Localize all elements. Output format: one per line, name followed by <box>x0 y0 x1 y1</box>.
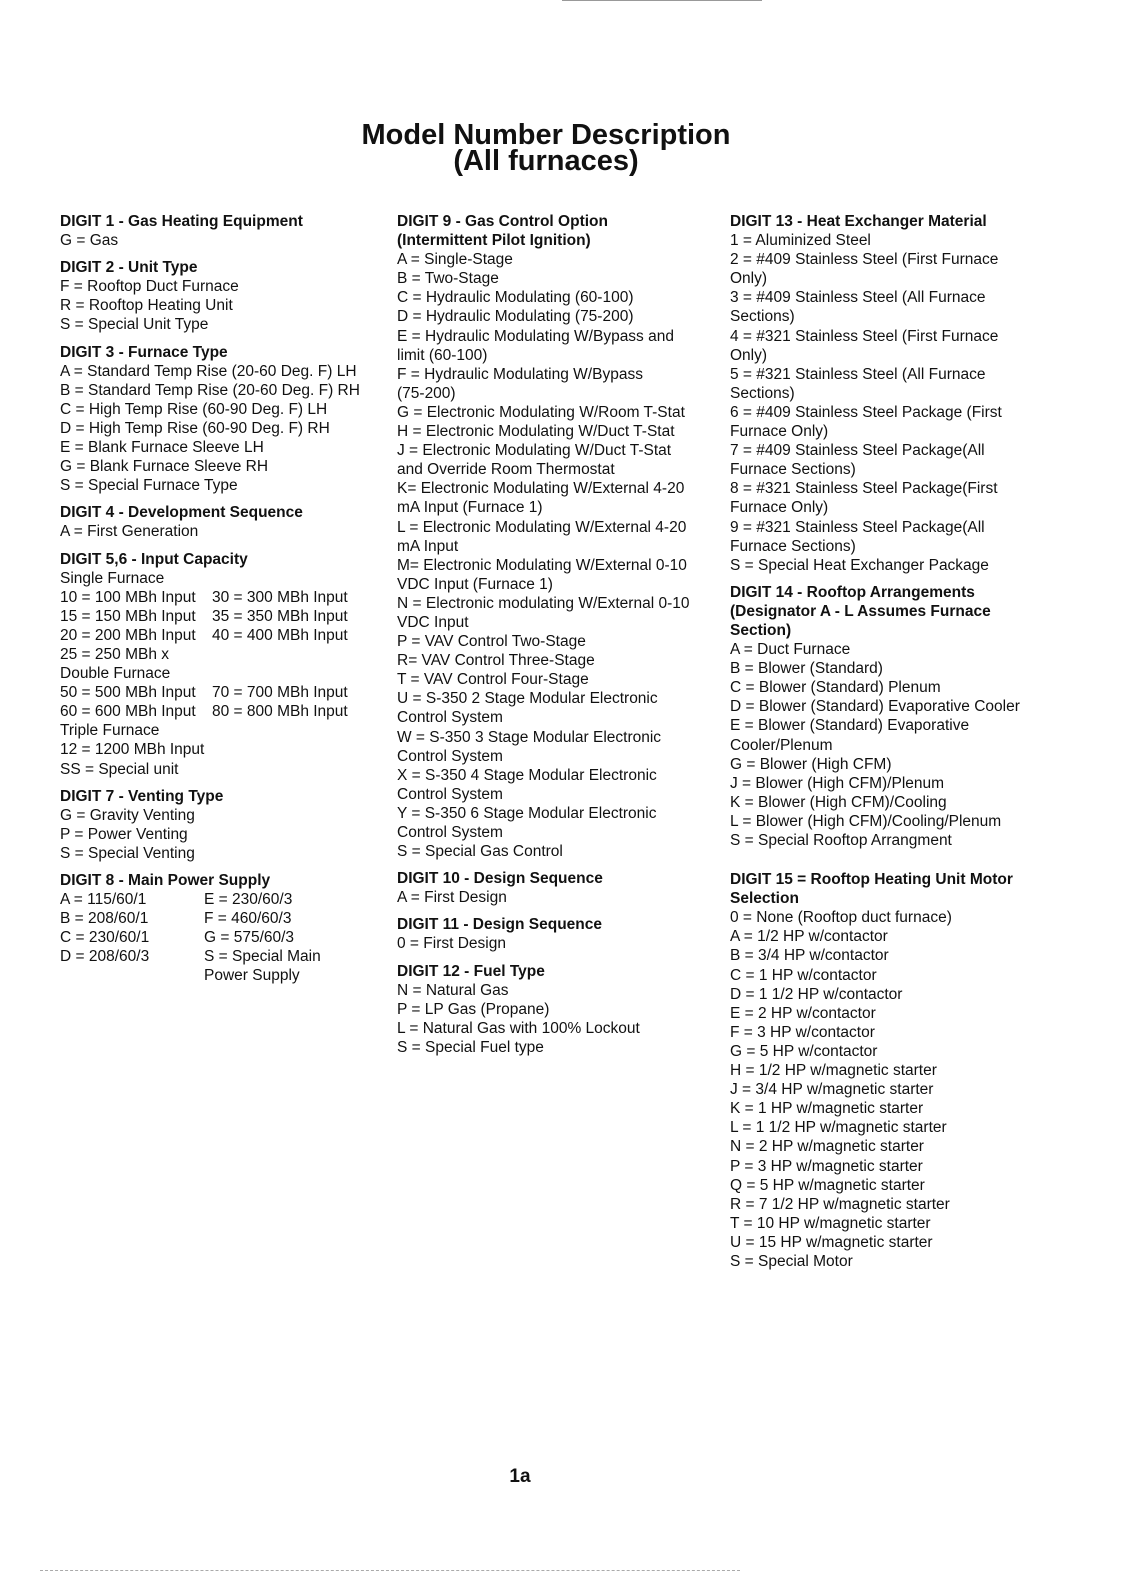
capacity-row <box>60 626 380 645</box>
digit-14-option: L = Blower (High CFM)/Cooling/Plenum <box>730 812 1002 830</box>
digit-7-option: G = Gravity Venting <box>60 806 195 824</box>
digit-13-option: Furnace Only) <box>730 423 829 441</box>
capacity-row <box>60 588 380 607</box>
digit-9-option: X = S-350 4 Stage Modular Electronic <box>397 766 657 784</box>
digit-15-option: L = 1 1/2 HP w/magnetic starter <box>730 1119 947 1137</box>
digit-12-option: P = LP Gas (Propane) <box>397 1000 550 1018</box>
digit-15-option: C = 1 HP w/contactor <box>730 966 877 984</box>
digit-12-section <box>397 962 717 1057</box>
top-rule <box>562 0 762 1</box>
digit-14-option: G = Blower (High CFM) <box>730 755 892 773</box>
digit-13-option: 9 = #321 Stainless Steel Package(All <box>730 518 985 536</box>
digit-10-option: A = First Design <box>397 889 507 907</box>
digit-15-option: K = 1 HP w/magnetic starter <box>730 1100 924 1118</box>
digit-15-option: B = 3/4 HP w/contactor <box>730 947 889 965</box>
capacity-option: 15 = 150 MBh Input <box>60 607 196 625</box>
digit-1-section <box>60 212 380 250</box>
digit-14-option: J = Blower (High CFM)/Plenum <box>730 774 945 792</box>
digit-15-option: F = 3 HP w/contactor <box>730 1023 875 1041</box>
digit-3-option: S = Special Furnace Type <box>60 477 238 495</box>
digit-14-subheading: Section) <box>730 621 792 639</box>
digit-9-option: U = S-350 2 Stage Modular Electronic <box>397 690 658 708</box>
digit-15-option: D = 1 1/2 HP w/contactor <box>730 985 903 1003</box>
digit-9-option: T = VAV Control Four-Stage <box>397 671 589 689</box>
digit-15-option: T = 10 HP w/magnetic starter <box>730 1214 931 1232</box>
digit-9-option: B = Two-Stage <box>397 270 499 288</box>
digit-13-option: 5 = #321 Stainless Steel (All Furnace <box>730 365 986 383</box>
capacity-option: 80 = 800 MBh Input <box>212 703 348 721</box>
digit-4-option: A = First Generation <box>60 523 199 541</box>
power-option: C = 230/60/1 <box>60 929 150 947</box>
page-number: 1a <box>509 1466 531 1487</box>
digit-13-option: 1 = Aluminized Steel <box>730 232 871 250</box>
power-row <box>60 909 380 928</box>
column-right <box>730 212 1070 1279</box>
digit-9-option: H = Electronic Modulating W/Duct T-Stat <box>397 423 675 441</box>
capacity-row <box>60 607 380 626</box>
digit-12-option: N = Natural Gas <box>397 981 509 999</box>
power-option: F = 460/60/3 <box>204 910 292 928</box>
digit-14-option: K = Blower (High CFM)/Cooling <box>730 793 947 811</box>
digit-13-option: 3 = #409 Stainless Steel (All Furnace <box>730 289 986 307</box>
digit-13-heading: DIGIT 13 - Heat Exchanger Material <box>730 213 987 230</box>
digit-13-option: 4 = #321 Stainless Steel (First Furnace <box>730 327 999 345</box>
digit-9-section <box>397 212 717 861</box>
power-row <box>60 928 380 947</box>
digit-9-option: M= Electronic Modulating W/External 0-10 <box>397 556 687 574</box>
digit-3-heading: DIGIT 3 - Furnace Type <box>60 343 228 361</box>
digit-13-option: 8 = #321 Stainless Steel Package(First <box>730 480 998 498</box>
digit-3-option: B = Standard Temp Rise (20-60 Deg. F) RH <box>60 381 360 399</box>
digit-9-option: N = Electronic modulating W/External 0-10 <box>397 594 690 612</box>
page-title-line2: (All furnaces) <box>453 145 639 177</box>
digit-13-option: Only) <box>730 270 768 288</box>
double-furnace-label: Double Furnace <box>60 665 171 683</box>
digit-2-section <box>60 258 380 334</box>
digit-9-subheading: (Intermittent Pilot Ignition) <box>397 232 591 250</box>
capacity-option: 35 = 350 MBh Input <box>212 607 348 625</box>
digit-15-option: G = 5 HP w/contactor <box>730 1042 878 1060</box>
digit-2-option: S = Special Unit Type <box>60 316 209 334</box>
digit-2-option: F = Rooftop Duct Furnace <box>60 278 239 296</box>
digit-10-heading: DIGIT 10 - Design Sequence <box>397 870 603 888</box>
digit-3-option: A = Standard Temp Rise (20-60 Deg. F) LH <box>60 362 357 380</box>
digit-11-heading: DIGIT 11 - Design Sequence <box>397 916 603 934</box>
digit-15-option: J = 3/4 HP w/magnetic starter <box>730 1081 934 1099</box>
digit-14-option: B = Blower (Standard) <box>730 660 883 678</box>
digit-14-option: E = Blower (Standard) Evaporative <box>730 717 970 735</box>
capacity-option: 60 = 600 MBh Input <box>60 703 196 721</box>
column-left <box>60 212 380 994</box>
power-option: S = Special Main <box>204 948 321 966</box>
digit-8-section <box>60 871 380 986</box>
page-title-line1: Model Number Description <box>361 119 731 151</box>
capacity-option: 25 = 250 MBh x <box>60 645 169 663</box>
digit-11-section <box>397 915 717 953</box>
digit-12-heading: DIGIT 12 - Fuel Type <box>397 962 545 980</box>
digit-12-option: S = Special Fuel type <box>397 1038 544 1056</box>
digit-9-option: limit (60-100) <box>397 346 488 364</box>
power-option: D = 208/60/3 <box>60 948 150 966</box>
digit-14-option: S = Special Rooftop Arrangment <box>730 832 952 849</box>
power-option <box>60 966 204 985</box>
digit-15-option: Q = 5 HP w/magnetic starter <box>730 1176 925 1194</box>
digit-4-section <box>60 503 380 541</box>
digit-2-heading: DIGIT 2 - Unit Type <box>60 259 198 277</box>
digit-15-option: U = 15 HP w/magnetic starter <box>730 1233 933 1251</box>
power-option: Power Supply <box>204 967 300 985</box>
capacity-option: 50 = 500 MBh Input <box>60 684 196 702</box>
digit-3-option: C = High Temp Rise (60-90 Deg. F) LH <box>60 400 328 418</box>
digit-14-option: A = Duct Furnace <box>730 641 851 659</box>
digit-3-option: D = High Temp Rise (60-90 Deg. F) RH <box>60 419 330 437</box>
digit-15-option: A = 1/2 HP w/contactor <box>730 928 888 946</box>
digit-1-heading: DIGIT 1 - Gas Heating Equipment <box>60 213 303 230</box>
digit-14-option: D = Blower (Standard) Evaporative Cooler <box>730 698 1020 716</box>
digit-9-option: S = Special Gas Control <box>397 843 563 861</box>
digit-3-section <box>60 343 380 496</box>
digit-8-heading: DIGIT 8 - Main Power Supply <box>60 872 271 889</box>
capacity-option: 70 = 700 MBh Input <box>212 684 348 702</box>
digit-9-option: L = Electronic Modulating W/External 4-20 <box>397 518 687 536</box>
digit-3-option: G = Blank Furnace Sleeve RH <box>60 458 269 476</box>
digit-9-heading: DIGIT 9 - Gas Control Option <box>397 213 608 230</box>
capacity-option: 10 = 100 MBh Input <box>60 588 196 606</box>
power-option: E = 230/60/3 <box>204 891 293 909</box>
digit-13-option: Only) <box>730 346 768 364</box>
digit-7-option: P = Power Venting <box>60 825 188 843</box>
bottom-rule <box>40 1570 740 1571</box>
digit-13-option: Sections) <box>730 384 795 402</box>
digit-14-subheading: (Designator A - L Assumes Furnace <box>730 602 991 620</box>
digit-9-option: Control System <box>397 709 503 727</box>
digit-15-option: S = Special Motor <box>730 1252 853 1270</box>
digit-9-option: VDC Input (Furnace 1) <box>397 575 553 593</box>
digit-7-heading: DIGIT 7 - Venting Type <box>60 787 224 805</box>
digit-9-option: VDC Input <box>397 613 469 631</box>
digit-5-6-section <box>60 550 380 779</box>
digit-9-option: W = S-350 3 Stage Modular Electronic <box>397 728 662 746</box>
triple-furnace-label: Triple Furnace <box>60 722 160 740</box>
digit-7-section <box>60 787 380 863</box>
digit-13-option: S = Special Heat Exchanger Package <box>730 556 989 574</box>
digit-9-option: (75-200) <box>397 384 456 402</box>
digit-5-6-heading: DIGIT 5,6 - Input Capacity <box>60 550 248 568</box>
digit-9-option: C = Hydraulic Modulating (60-100) <box>397 289 634 307</box>
digit-9-option: J = Electronic Modulating W/Duct T-Stat <box>397 442 672 460</box>
digit-13-option: Furnace Sections) <box>730 537 856 555</box>
digit-13-option: 6 = #409 Stainless Steel Package (First <box>730 403 1002 421</box>
digit-9-option: R= VAV Control Three-Stage <box>397 652 595 670</box>
digit-15-option: H = 1/2 HP w/magnetic starter <box>730 1062 937 1080</box>
digit-14-heading: DIGIT 14 - Rooftop Arrangements <box>730 583 975 601</box>
digit-15-option: 0 = None (Rooftop duct furnace) <box>730 909 952 927</box>
digit-15-subheading: Selection <box>730 890 799 908</box>
power-row <box>60 966 380 985</box>
digit-14-option: C = Blower (Standard) Plenum <box>730 679 941 697</box>
capacity-option: SS = Special unit <box>60 760 179 778</box>
digit-9-option: Control System <box>397 824 503 841</box>
digit-14-option: Cooler/Plenum <box>730 736 833 754</box>
capacity-option: 40 = 400 MBh Input <box>212 626 348 644</box>
digit-9-option: mA Input (Furnace 1) <box>397 499 543 517</box>
power-option: G = 575/60/3 <box>204 929 295 947</box>
digit-15-option: N = 2 HP w/magnetic starter <box>730 1138 924 1156</box>
digit-9-option: K= Electronic Modulating W/External 4-20 <box>397 480 685 498</box>
digit-10-section <box>397 869 717 907</box>
digit-9-option: Control System <box>397 747 503 765</box>
digit-15-option: R = 7 1/2 HP w/magnetic starter <box>730 1195 950 1213</box>
digit-13-section <box>730 212 1070 575</box>
digit-9-option: Control System <box>397 785 503 803</box>
digit-15-option: P = 3 HP w/magnetic starter <box>730 1157 923 1175</box>
digit-13-option: Sections) <box>730 308 795 326</box>
digit-15-section <box>730 870 1070 1271</box>
digit-11-option: 0 = First Design <box>397 935 506 953</box>
capacity-option: 20 = 200 MBh Input <box>60 626 196 644</box>
digit-13-option: 2 = #409 Stainless Steel (First Furnace <box>730 251 999 269</box>
digit-9-option: A = Single-Stage <box>397 251 513 269</box>
digit-12-option: L = Natural Gas with 100% Lockout <box>397 1019 640 1037</box>
capacity-option: 12 = 1200 MBh Input <box>60 741 205 759</box>
digit-9-option: and Override Room Thermostat <box>397 461 615 479</box>
power-option: B = 208/60/1 <box>60 910 149 928</box>
digit-7-option: S = Special Venting <box>60 844 195 862</box>
power-row <box>60 890 380 909</box>
digit-13-option: 7 = #409 Stainless Steel Package(All <box>730 442 985 460</box>
single-furnace-label: Single Furnace <box>60 569 165 587</box>
digit-13-option: Furnace Only) <box>730 499 829 517</box>
digit-15-heading: DIGIT 15 = Rooftop Heating Unit Motor <box>730 871 1013 889</box>
column-middle <box>397 212 717 1065</box>
digit-3-option: E = Blank Furnace Sleeve LH <box>60 439 264 457</box>
digit-9-option: G = Electronic Modulating W/Room T-Stat <box>397 403 685 421</box>
digit-9-option: mA Input <box>397 537 459 555</box>
digit-1-option: G = Gas <box>60 232 119 250</box>
digit-14-section <box>730 583 1070 850</box>
digit-9-option: D = Hydraulic Modulating (75-200) <box>397 308 634 326</box>
digit-4-heading: DIGIT 4 - Development Sequence <box>60 504 303 522</box>
power-row <box>60 947 380 966</box>
page-title <box>0 119 1092 177</box>
capacity-row <box>60 683 380 702</box>
digit-9-option: F = Hydraulic Modulating W/Bypass <box>397 365 643 383</box>
power-option: A = 115/60/1 <box>60 891 147 909</box>
digit-9-option: Y = S-350 6 Stage Modular Electronic <box>397 804 657 822</box>
digit-15-option: E = 2 HP w/contactor <box>730 1004 876 1022</box>
digit-9-option: E = Hydraulic Modulating W/Bypass and <box>397 327 674 345</box>
digit-13-option: Furnace Sections) <box>730 461 856 479</box>
digit-2-option: R = Rooftop Heating Unit <box>60 297 233 315</box>
capacity-row <box>60 702 380 721</box>
capacity-option: 30 = 300 MBh Input <box>212 588 348 606</box>
digit-9-option: P = VAV Control Two-Stage <box>397 633 586 651</box>
